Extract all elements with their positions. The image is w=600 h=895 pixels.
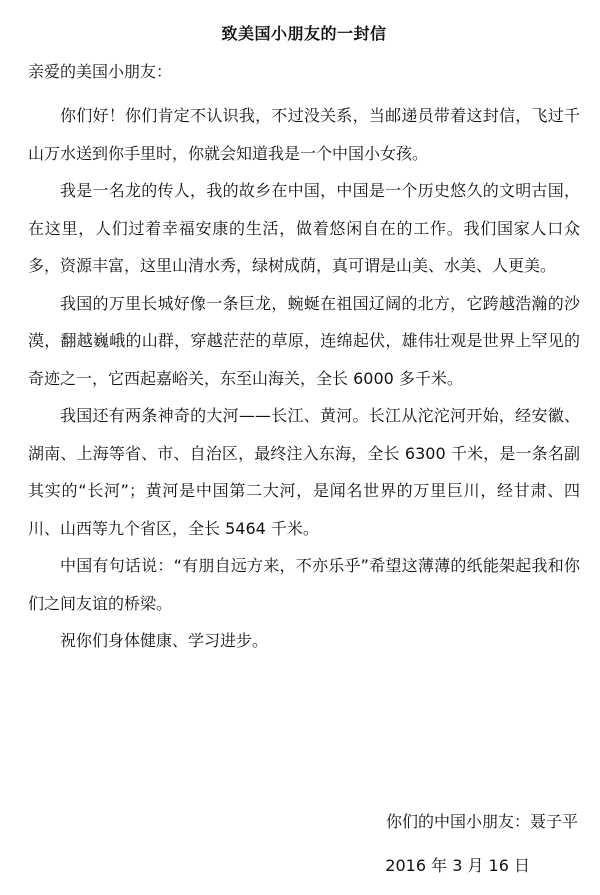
paragraph-3: 我国的万里长城好像一条巨龙，蜿蜒在祖国辽阔的北方，它跨越浩瀚的沙漠，翻越巍峨的山群，穿越茫茫的草原，连绵起伏，雄伟壮观是世界上罕见的奇迹之一，它西起嘉峪关，东至山海关，全长 6000 多千米。 — [28, 293, 580, 388]
letter-signature: 你们的中国小朋友：聂子平 — [385, 812, 578, 831]
paragraph-5: 中国有句话说：“有朋自远方来，不亦乐乎”希望这薄薄的纸能架起我和你们之间友谊的桥梁。 — [28, 556, 580, 613]
letter-greeting: 亲爱的美国小朋友： — [28, 62, 173, 81]
paragraph-1: 你们好！你们肯定不认识我，不过没关系，当邮递员带着这封信，飞过千山万水送到你手里时，你就会知道我是一个中国小女孩。 — [28, 106, 580, 163]
letter-date: 2016 年 3 月 16 日 — [385, 856, 530, 875]
paragraph-2: 我是一名龙的传人，我的故乡在中国，中国是一个历史悠久的文明古国，在这里，人们过着幸福安康的生活，做着悠闲自在的工作。我们国家人口众多，资源丰富，这里山清水秀，绿树成荫，真可谓是山美、水美、人更美。 — [28, 181, 580, 275]
letter-title: 致美国小朋友的一封信 — [221, 24, 387, 43]
paragraph-4: 我国还有两条神奇的大河——长江、黄河。长江从沱沱河开始，经安徽、湖南、上海等省、市、自治区，最终注入东海，全长 6300 千米，是一条名副其实的“长河”；黄河是中国第二大河，是闻名世界的万里巨川，经甘肃、四川、山西等九个省区，全长 5464 千米。 — [28, 406, 580, 538]
paragraph-6: 祝你们身体健康、学习进步。 — [60, 631, 269, 650]
letter — [28, 22, 580, 660]
